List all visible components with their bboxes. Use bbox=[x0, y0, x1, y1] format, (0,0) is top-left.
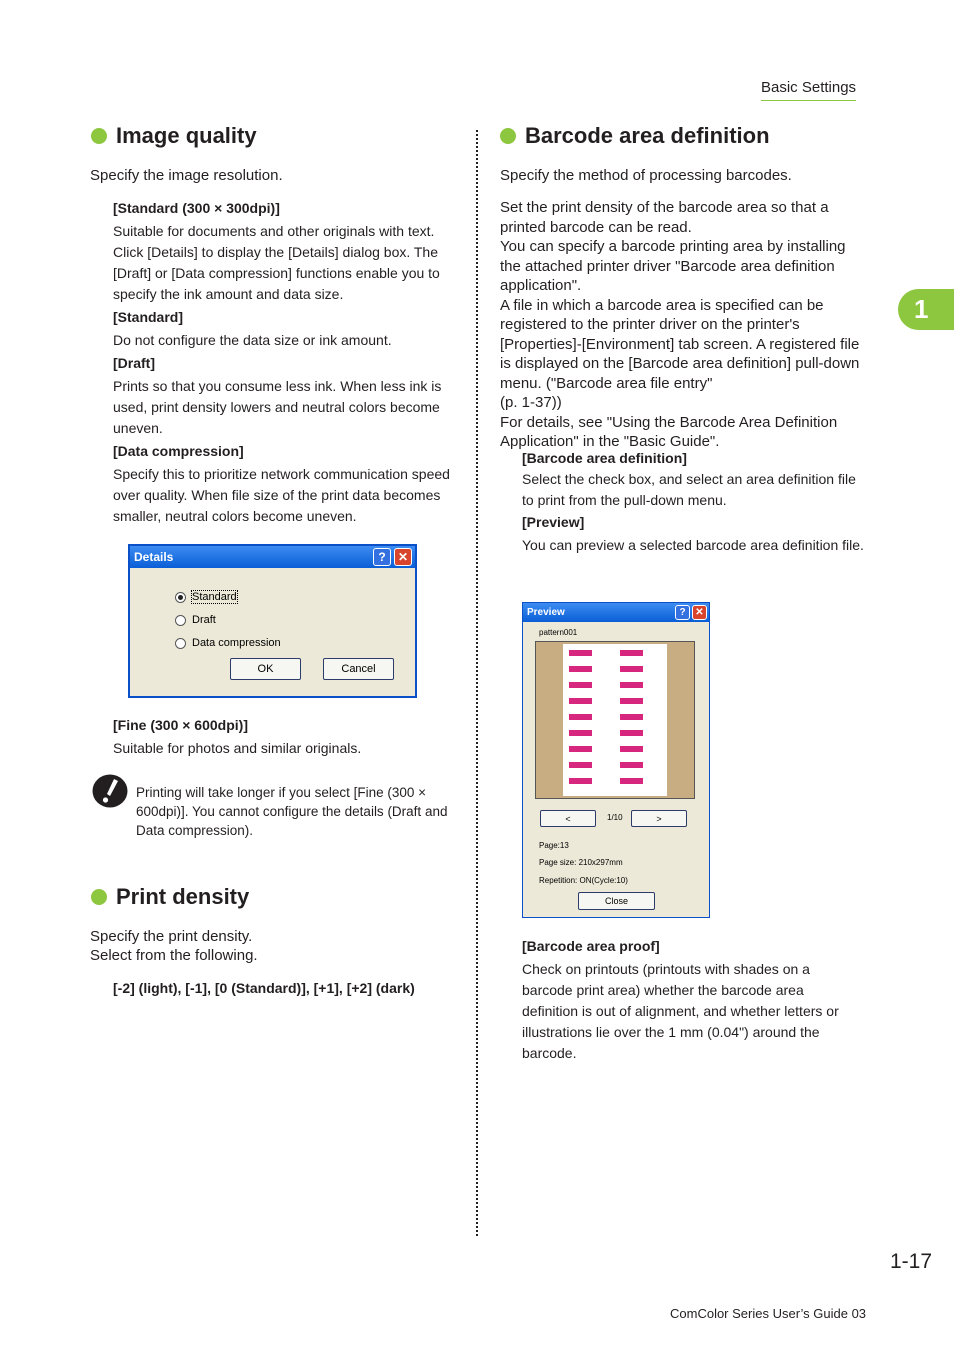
help-icon[interactable]: ? bbox=[373, 548, 391, 566]
barcode-area-mark bbox=[620, 746, 643, 752]
barcode-area-mark bbox=[569, 666, 592, 672]
heading-text: Barcode area definition bbox=[525, 123, 770, 148]
barcode-intro: Specify the method of processing barcodes. bbox=[500, 167, 792, 184]
item-text: Do not configure the data size or ink amount. bbox=[113, 332, 392, 348]
barcode-area-mark bbox=[620, 730, 643, 736]
radio-selected-icon bbox=[175, 592, 186, 603]
dialog-titlebar bbox=[523, 603, 709, 622]
caution-icon bbox=[92, 774, 129, 808]
item-label: [Standard] bbox=[113, 309, 183, 325]
item-text: You can preview a selected barcode area definition file. bbox=[522, 537, 864, 553]
barcode-area-mark bbox=[620, 698, 643, 704]
bullet-dot-icon bbox=[91, 889, 107, 905]
barcode-area-mark bbox=[569, 762, 592, 768]
details-dialog bbox=[128, 544, 417, 698]
barcode-area-mark bbox=[569, 746, 592, 752]
page-indicator: 1/10 bbox=[607, 813, 623, 822]
fine-text: Suitable for photos and similar originals. bbox=[113, 740, 362, 756]
running-header: Basic Settings bbox=[761, 79, 856, 101]
item-text: Specify this to prioritize network communication speed over quality. When file size of the print data becomes smaller, neutral colors become uneven. bbox=[113, 466, 450, 524]
item-label: [Barcode area definition] bbox=[522, 450, 687, 466]
radio-icon bbox=[175, 638, 186, 649]
item-label: [Draft] bbox=[113, 355, 155, 371]
barcode-area-mark bbox=[620, 714, 643, 720]
chapter-tab: 1 bbox=[898, 289, 954, 330]
item-text: Prints so that you consume less ink. When less ink is used, print density lowers and neutral colors become uneven. bbox=[113, 378, 442, 436]
next-page-button[interactable]: > bbox=[631, 810, 687, 827]
radio-icon bbox=[175, 615, 186, 626]
prev-page-button[interactable]: < bbox=[540, 810, 596, 827]
cancel-button[interactable]: Cancel bbox=[323, 658, 394, 680]
barcode-area-mark bbox=[569, 698, 592, 704]
item-label: [Data compression] bbox=[113, 443, 244, 459]
item-label: [Preview] bbox=[522, 514, 585, 530]
image-quality-intro: Specify the image resolution. bbox=[90, 167, 283, 184]
barcode-area-mark bbox=[620, 778, 643, 784]
note-text: Printing will take longer if you select [Fine (300 × 600dpi)]. You cannot configure the details (Draft and Data compression). bbox=[136, 785, 448, 838]
close-button[interactable]: Close bbox=[578, 892, 655, 910]
item-label: [Standard (300 × 300dpi)] bbox=[113, 200, 280, 216]
barcode-body: Set the print density of the barcode area so that a printed barcode can be read. You can specify a barcode printing area by installing the attached printer driver "Barcode area definition application". A file in which a barcode area is specified can be registered to the printer driver on the printer's [Properties]-[Environment] tab screen. A registered file is displayed on the [Barcode area definition] pull-down menu. ("Barcode area file entry" (p. 1-37)) For details, see "Using the Barcode Area Definition Application" in the "Basic Guide". bbox=[500, 199, 860, 450]
preview-dialog bbox=[522, 602, 710, 918]
dialog-titlebar bbox=[130, 546, 415, 568]
print-density-intro-2: Select from the following. bbox=[90, 947, 258, 964]
close-icon[interactable]: ✕ bbox=[394, 548, 412, 566]
page-number: 1-17 bbox=[890, 1250, 933, 1273]
page-size-info: Page size: 210x297mm bbox=[539, 858, 623, 867]
radio-label: Standard bbox=[192, 591, 237, 603]
bullet-dot-icon bbox=[500, 128, 516, 144]
page-info: Page:13 bbox=[539, 841, 569, 850]
barcode-area-mark bbox=[620, 650, 643, 656]
fine-label: [Fine (300 × 600dpi)] bbox=[113, 717, 248, 733]
radio-standard[interactable] bbox=[175, 591, 237, 603]
preview-page bbox=[563, 644, 667, 796]
file-name: pattern001 bbox=[539, 628, 578, 637]
barcode-area-mark bbox=[569, 730, 592, 736]
radio-label: Draft bbox=[192, 614, 216, 626]
footer-text: ComColor Series User’s Guide 03 bbox=[670, 1306, 867, 1321]
barcode-area-mark bbox=[569, 650, 592, 656]
barcode-area-mark bbox=[569, 778, 592, 784]
close-icon[interactable]: ✕ bbox=[692, 605, 707, 620]
print-density-options: [-2] (light), [-1], [0 (Standard)], [+1], [+2] (dark) bbox=[113, 980, 415, 996]
radio-draft[interactable] bbox=[175, 614, 216, 626]
preview-canvas bbox=[535, 641, 695, 799]
proof-label: [Barcode area proof] bbox=[522, 938, 660, 954]
barcode-area-mark bbox=[569, 682, 592, 688]
ok-button[interactable]: OK bbox=[230, 658, 301, 680]
image-quality-heading bbox=[91, 123, 257, 149]
item-text: Select the check box, and select an area definition file to print from the pull-down menu. bbox=[522, 471, 856, 508]
radio-label: Data compression bbox=[192, 637, 281, 649]
help-icon[interactable]: ? bbox=[675, 605, 690, 620]
radio-data-compression[interactable] bbox=[175, 637, 281, 649]
barcode-heading bbox=[500, 123, 770, 149]
barcode-area-mark bbox=[569, 714, 592, 720]
dialog-title: Details bbox=[134, 550, 174, 564]
item-text: Suitable for documents and other originals with text. Click [Details] to display the [Details] dialog box. The [Draft] or [Data compression] functions enable you to specify the ink amount and data size. bbox=[113, 223, 440, 302]
print-density-intro: Specify the print density. bbox=[90, 928, 253, 945]
barcode-area-mark bbox=[620, 666, 643, 672]
barcode-items bbox=[522, 448, 864, 556]
repetition-info: Repetition: ON(Cycle:10) bbox=[539, 876, 628, 885]
heading-text: Image quality bbox=[116, 123, 257, 148]
image-quality-items bbox=[113, 198, 458, 527]
barcode-area-mark bbox=[620, 762, 643, 768]
dialog-title: Preview bbox=[527, 607, 565, 618]
barcode-area-mark bbox=[620, 682, 643, 688]
proof-text: Check on printouts (printouts with shades on a barcode print area) whether the barcode area definition is out of alignment, and whether letters or illustrations lie over the 1 mm (0.04") around the barcode. bbox=[522, 961, 839, 1061]
heading-text: Print density bbox=[116, 884, 250, 909]
bullet-dot-icon bbox=[91, 128, 107, 144]
column-divider bbox=[476, 130, 478, 1236]
print-density-heading bbox=[91, 884, 249, 910]
